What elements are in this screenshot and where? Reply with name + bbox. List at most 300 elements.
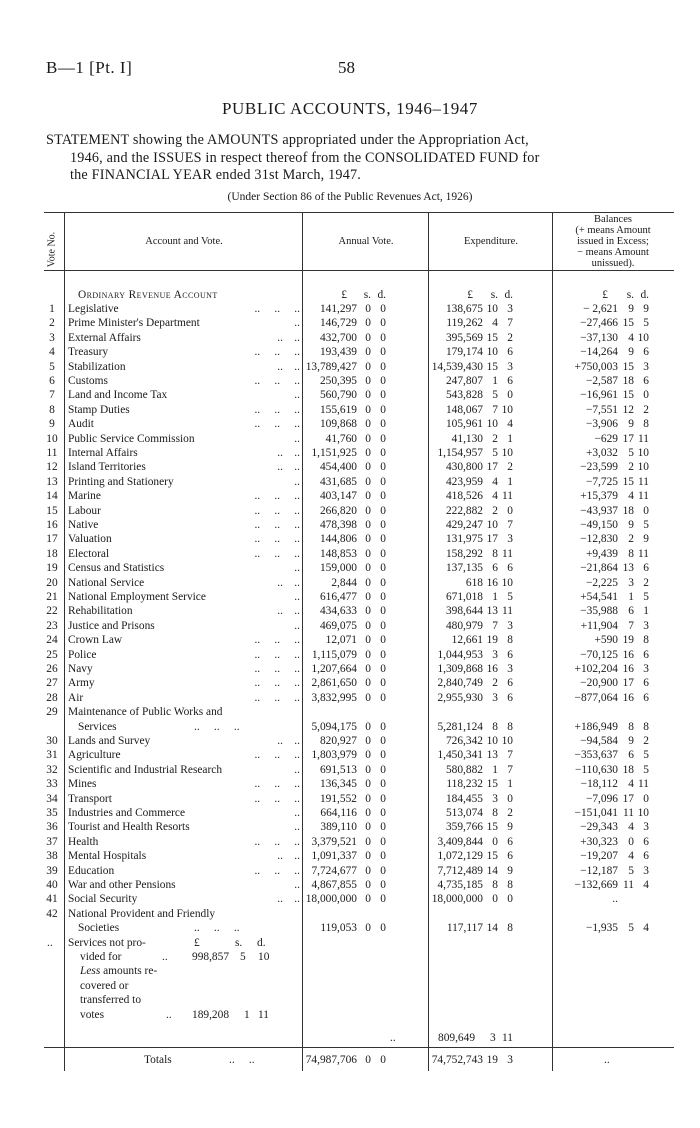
expenditure-shillings: 8: [492, 807, 498, 819]
leader-dots: .. .. ..: [254, 504, 300, 517]
annual-vote-pence: 0: [380, 389, 386, 402]
annual-vote-pounds: 560,790: [319, 389, 357, 402]
expenditure-pence: 6: [507, 648, 513, 661]
annual-vote-shillings: 0: [365, 562, 371, 575]
annual-vote-pounds: 41,760: [325, 432, 357, 445]
annual-vote-pounds: 155,619: [319, 403, 357, 416]
expenditure-shillings: 13: [486, 605, 498, 618]
expenditure-pence: 0: [507, 504, 513, 517]
expenditure-pounds: 41,130: [451, 432, 483, 445]
expenditure-shillings: 19: [486, 634, 498, 647]
annual-vote-pounds: 3,379,521: [311, 835, 357, 848]
expenditure-shillings: 8: [492, 547, 498, 560]
annual-vote-pence: 0: [380, 763, 386, 776]
balance-pence: 11: [638, 547, 649, 560]
expenditure-shillings: 3: [492, 792, 498, 805]
account-name: Transport: [68, 792, 112, 805]
balance-pounds: +102,204: [574, 663, 618, 675]
annual-vote-shillings: 0: [365, 864, 371, 877]
expenditure-pounds: 14,539,430: [431, 360, 483, 373]
expenditure-pounds: 247,807: [445, 375, 483, 387]
balance-pence: 10: [637, 447, 649, 459]
services-shillings: 5: [240, 951, 246, 963]
balance-pounds: −16,961: [580, 389, 618, 402]
services-pence: 10: [258, 951, 270, 963]
table-row: [44, 388, 674, 402]
balance-pence: 0: [643, 792, 649, 805]
balance-pounds: −7,725: [585, 475, 618, 488]
annual-vote-pounds: 109,868: [319, 418, 357, 431]
less-line-1: Less amounts re-: [80, 965, 158, 978]
vote-number: 8: [49, 403, 55, 416]
expenditure-pounds: 395,569: [445, 331, 483, 344]
expenditure-pence: 2: [507, 807, 513, 819]
expenditure-pounds: 423,959: [445, 475, 483, 488]
expenditure-shillings: 15: [486, 331, 498, 344]
balance-pounds: −2,587: [585, 375, 618, 387]
vote-number: 38: [46, 850, 58, 863]
balance-shillings: 9: [628, 735, 634, 747]
table-row: [44, 748, 674, 762]
balance-shillings: 12: [622, 403, 634, 416]
annual-vote-pounds: 191,552: [319, 792, 357, 805]
balance-shillings: 5: [628, 447, 634, 459]
vote-number: 36: [46, 821, 58, 834]
account-name: National Employment Service: [68, 591, 206, 603]
balance-pence: 1: [643, 605, 649, 618]
vote-number: 41: [46, 893, 58, 906]
account-name: Tourist and Health Resorts: [68, 821, 190, 834]
expenditure-pounds: 2,955,930: [437, 691, 483, 704]
leader-dots: ..: [294, 317, 300, 330]
expenditure-pounds: 429,247: [445, 519, 483, 531]
annual-vote-pence: 0: [380, 576, 386, 589]
balance-pounds: −23,599: [580, 461, 618, 474]
annual-vote-pounds: 469,075: [319, 619, 357, 632]
annual-vote-shillings: 0: [365, 447, 371, 459]
expenditure-shillings: 2: [492, 432, 498, 445]
annual-vote-shillings: 0: [365, 677, 371, 690]
expenditure-shillings: 10: [486, 303, 498, 315]
expenditure-pence: 1: [507, 475, 513, 488]
leader-dots: .. .. ..: [254, 663, 300, 675]
totals-label: Totals: [144, 1053, 172, 1066]
annual-vote-pence: 0: [380, 835, 386, 848]
annual-vote-pounds: 403,147: [319, 490, 357, 503]
expenditure-pounds: 18,000,000: [431, 893, 483, 906]
table-top-rule: [44, 212, 674, 213]
balances-header-line: (+ means Amount: [575, 225, 651, 236]
vote-number: 39: [46, 864, 58, 877]
balance-pounds: −49,150: [580, 519, 618, 531]
totals-balance: ..: [604, 1053, 610, 1066]
balance-shillings: 7: [628, 619, 634, 632]
balance-pounds: +186,949: [574, 720, 618, 733]
expenditure-pence: 7: [507, 519, 513, 531]
services-expenditure-shillings: 3: [490, 1031, 496, 1044]
balance-shillings: 17: [622, 432, 634, 445]
balance-pence: 8: [643, 418, 649, 431]
leader-dots: ..: [162, 951, 168, 963]
annual-vote-pence: 0: [380, 893, 386, 906]
vote-number: 24: [46, 634, 58, 647]
balance-pounds: +9,439: [585, 547, 618, 560]
balance-pence: 3: [643, 821, 649, 834]
account-name: Agriculture: [68, 749, 121, 762]
balance-shillings: 8: [628, 720, 634, 733]
annual-vote-shillings: 0: [365, 821, 371, 834]
balance-pounds: −29,343: [580, 821, 618, 834]
balance-shillings: 17: [622, 792, 634, 805]
annual-vote-pounds: 389,110: [320, 821, 357, 834]
balance-shillings: 16: [622, 648, 634, 661]
expenditure-pounds: 105,961: [445, 418, 483, 431]
annual-vote-pence: 0: [380, 879, 386, 891]
annual-vote-shillings: 0: [365, 360, 371, 373]
vote-number: 34: [46, 792, 58, 805]
annual-vote-pence: 0: [380, 677, 386, 690]
leader-dots: .. ..: [277, 893, 300, 906]
annual-vote-pounds: 1,151,925: [311, 447, 357, 459]
expenditure-pounds: 543,828: [445, 389, 483, 402]
expenditure-pounds: 7,712,489: [437, 864, 483, 877]
expenditure-pounds: 1,044,953: [437, 648, 483, 661]
expenditure-pence: 5: [507, 591, 513, 603]
annual-vote-pounds: 454,400: [319, 461, 357, 474]
balance-pounds: +3,032: [585, 447, 618, 459]
balance-pounds: −14,264: [580, 346, 618, 359]
document-reference: B—1 [Pt. I]: [46, 58, 133, 77]
expenditure-shillings: 10: [486, 519, 498, 531]
balance-pence: 9: [643, 303, 649, 315]
header-rule: [44, 270, 674, 271]
annual-vote-pounds: 266,820: [319, 504, 357, 517]
expenditure-pence: 9: [507, 821, 513, 834]
vote-number: 40: [46, 879, 58, 891]
annual-vote-shillings: 0: [365, 533, 371, 546]
balance-shillings: 1: [628, 591, 634, 603]
vote-number: 21: [46, 591, 58, 603]
balance-pence: 6: [643, 562, 649, 575]
balance-pence: 5: [643, 519, 649, 531]
balance-shillings: 5: [628, 922, 634, 935]
expenditure-pounds: 184,455: [445, 792, 483, 805]
balance-shillings: 4: [628, 821, 634, 834]
expenditure-pounds: 137,135: [445, 562, 483, 575]
balance-pence: 6: [643, 691, 649, 704]
annual-vote-pounds: 136,345: [319, 778, 357, 791]
balance-pence: 4: [643, 922, 649, 935]
expenditure-pounds: 1,450,341: [437, 749, 483, 762]
statement-line-3: the FINANCIAL YEAR ended 31st March, 1947.: [70, 167, 362, 183]
balance-pounds: −12,830: [580, 533, 618, 546]
vote-number: 35: [46, 807, 58, 819]
balance-pounds: −18,112: [580, 778, 618, 791]
annual-vote-pounds: 1,091,337: [311, 850, 357, 863]
account-name: Army: [68, 677, 95, 690]
annual-vote-pence: 0: [380, 519, 386, 531]
balances-header-line: − means Amount: [577, 247, 649, 258]
balance-pounds: −110,630: [574, 763, 618, 776]
balance-shillings: 9: [628, 418, 634, 431]
annual-vote-pounds: 478,398: [319, 519, 357, 531]
annual-vote-pounds: 691,513: [319, 763, 357, 776]
expenditure-pounds: 480,979: [445, 619, 483, 632]
table-row: [44, 619, 674, 633]
table-row: [44, 763, 674, 777]
vote-number: 42: [46, 907, 58, 920]
balance-shillings: 17: [622, 677, 634, 690]
balance-pence: 11: [638, 475, 649, 488]
vote-number: 3: [49, 331, 55, 344]
account-name: National Service: [68, 576, 145, 589]
table-row: [44, 374, 674, 388]
subtitle: (Under Section 86 of the Public Revenues Act, 1926): [227, 191, 473, 203]
expenditure-pence: 10: [501, 403, 513, 416]
vote-number: 5: [49, 360, 55, 373]
balance-pounds: −7,096: [585, 792, 618, 805]
annual-vote-pence: 0: [380, 547, 386, 560]
account-name-continued: Societies: [78, 922, 120, 935]
annual-vote-pence: 0: [380, 619, 386, 632]
expenditure-pence: 6: [507, 850, 513, 863]
balance-pence: 10: [637, 461, 649, 474]
annual-vote-pence: 0: [380, 461, 386, 474]
annual-vote-shillings: 0: [365, 490, 371, 503]
annual-vote-pence: 0: [380, 850, 386, 863]
units-row: [44, 288, 674, 302]
annual-vote-shillings: 0: [365, 346, 371, 359]
table-row: [44, 892, 674, 906]
expenditure-pence: 11: [502, 547, 513, 560]
totals-annual-pounds: 74,987,706: [305, 1053, 357, 1066]
services-expenditure-pence: 11: [502, 1031, 513, 1044]
expenditure-pence: 3: [507, 619, 513, 632]
annual-vote-pounds: 141,297: [319, 303, 357, 315]
balance-pounds: −2,225: [585, 576, 618, 589]
expenditure-pounds: 1,309,868: [437, 663, 483, 675]
leader-dots: .. ..: [277, 605, 300, 618]
vote-number: 2: [49, 317, 55, 330]
services-annual-vote: ..: [390, 1031, 396, 1044]
expenditure-pounds: 179,174: [445, 346, 483, 359]
leader-dots: .. .. ..: [254, 749, 300, 762]
vote-number: 23: [46, 619, 58, 632]
vote-number: 7: [49, 389, 55, 402]
expenditure-shillings: 10: [486, 418, 498, 431]
account-name: Census and Statistics: [68, 562, 165, 575]
vote-number: 33: [46, 778, 58, 791]
balance-pounds: −27,466: [580, 317, 618, 330]
section-heading: Ordinary Revenue Account: [78, 289, 218, 301]
table-row: [44, 590, 674, 604]
expenditure-shillings: 4: [492, 475, 498, 488]
annual-vote-pounds: 1,207,664: [311, 663, 357, 675]
balance-shillings: 0: [628, 835, 634, 848]
expenditure-pounds: 3,409,844: [437, 835, 483, 848]
vote-no-header: Vote No.: [46, 231, 58, 268]
balance-pence: 3: [643, 619, 649, 632]
annual-vote-shillings: 0: [365, 922, 371, 935]
leader-dots: .. .. ..: [254, 375, 300, 387]
account-name: Stabilization: [68, 360, 126, 373]
vote-number: 30: [46, 735, 58, 747]
less-amount: 189,208: [192, 1008, 230, 1021]
annual-vote-shillings: 0: [365, 475, 371, 488]
unit-pence: d.: [640, 289, 649, 301]
annual-vote-pounds: 250,395: [319, 375, 357, 387]
annual-vote-pounds: 4,867,855: [311, 879, 357, 891]
leader-dots: .. .. ..: [254, 677, 300, 690]
balance-shillings: 16: [622, 663, 634, 675]
vote-number: 15: [46, 504, 58, 517]
account-name: Land and Income Tax: [68, 389, 168, 402]
vote-number: 20: [46, 576, 58, 589]
table-row: [44, 345, 674, 359]
expenditure-shillings: 15: [486, 778, 498, 791]
vote-number: 16: [46, 519, 58, 531]
annual-vote-pence: 0: [380, 303, 386, 315]
vote-number: 18: [46, 547, 58, 560]
account-name: Electoral: [68, 547, 110, 560]
balance-shillings: 8: [628, 547, 634, 560]
unit-pounds: £: [341, 289, 347, 301]
table-row: [44, 532, 674, 546]
annual-vote-pounds: 148,853: [319, 547, 357, 560]
balance-pounds: −35,988: [580, 605, 618, 618]
expenditure-pounds: 119,262: [446, 317, 483, 330]
account-name: Social Security: [68, 893, 138, 906]
expenditure-shillings: 2: [492, 504, 498, 517]
account-name-continued: Services: [78, 720, 117, 733]
expenditure-pounds: 513,074: [445, 807, 483, 819]
balance-pence: 2: [643, 735, 649, 747]
annual-vote-pence: 0: [380, 605, 386, 618]
balance-shillings: 9: [628, 519, 634, 531]
unit-pence: d.: [377, 289, 386, 301]
balance-pence: 8: [643, 720, 649, 733]
expenditure-shillings: 3: [492, 691, 498, 704]
balance-shillings: 9: [628, 303, 634, 315]
leader-dots: .. ..: [277, 461, 300, 474]
annual-vote-shillings: 0: [365, 634, 371, 647]
annual-vote-pounds: 119,053: [320, 922, 357, 935]
balance-shillings: 16: [622, 691, 634, 704]
expenditure-shillings: 7: [492, 403, 498, 416]
balance-shillings: 15: [622, 360, 634, 373]
leader-dots: .. ..: [277, 850, 300, 863]
account-name: Island Territories: [68, 461, 146, 474]
page-title: PUBLIC ACCOUNTS, 1946–1947: [222, 99, 478, 118]
balance-pounds: −132,669: [574, 879, 618, 891]
balance-pence: 6: [643, 850, 649, 863]
annual-vote-pounds: 434,633: [319, 605, 357, 618]
table-row: [44, 907, 674, 936]
account-name: Audit: [68, 418, 94, 431]
annual-vote-pounds: 159,000: [319, 562, 357, 575]
unit-shillings: s.: [490, 289, 498, 301]
expenditure-shillings: 5: [492, 389, 498, 402]
expenditure-shillings: 17: [486, 461, 498, 474]
expenditure-pence: 6: [507, 677, 513, 690]
annual-vote-pounds: 146,729: [319, 317, 357, 330]
unit-shillings: s.: [626, 289, 634, 301]
annual-vote-pounds: 3,832,995: [311, 691, 357, 704]
table-row: [44, 432, 674, 446]
expenditure-pence: 0: [507, 792, 513, 805]
expenditure-pence: 2: [507, 461, 513, 474]
leader-dots: .. ..: [277, 447, 300, 459]
expenditure-pounds: 671,018: [445, 591, 483, 603]
annual-vote-shillings: 0: [365, 303, 371, 315]
expenditure-pence: 4: [507, 418, 513, 431]
vote-number: 28: [46, 691, 58, 704]
annual-vote-shillings: 0: [365, 432, 371, 445]
expenditure-pounds: 430,800: [445, 461, 483, 474]
vote-number: 6: [49, 375, 55, 387]
annual-vote-pence: 0: [380, 447, 386, 459]
unit-pounds: £: [602, 289, 608, 301]
expenditure-pounds: 1,154,957: [437, 447, 483, 459]
balance-shillings: 9: [628, 346, 634, 359]
expenditure-pounds: 117,117: [446, 922, 483, 935]
expenditure-shillings: 8: [492, 720, 498, 733]
vote-number: 9: [49, 418, 55, 431]
expenditure-pence: 3: [507, 303, 513, 315]
annual-vote-pence: 0: [380, 562, 386, 575]
annual-vote-pence: 0: [380, 663, 386, 675]
expenditure-shillings: 5: [492, 447, 498, 459]
balance-pounds: −20,900: [580, 677, 618, 690]
balance-pounds: +54,541: [580, 591, 618, 603]
expenditure-pence: 6: [507, 562, 513, 575]
vote-number: 17: [46, 533, 58, 546]
leader-dots: .. .. ..: [254, 691, 300, 704]
balance-shillings: 19: [622, 634, 634, 647]
expenditure-pounds: 12,661: [451, 634, 483, 647]
table-row: [44, 820, 674, 834]
annual-vote-shillings: 0: [365, 389, 371, 402]
vote-number: 1: [49, 303, 55, 315]
balance-pounds: +15,379: [580, 490, 618, 503]
table-row: [44, 662, 674, 676]
balance-pounds: ..: [612, 893, 618, 906]
expenditure-shillings: 3: [492, 648, 498, 661]
services-pence-unit: d.: [257, 936, 266, 949]
expenditure-pounds: 222,882: [445, 504, 483, 517]
balance-pounds: −21,864: [580, 562, 618, 575]
expenditure-shillings: 17: [486, 533, 498, 546]
balance-pounds: − 2,621: [583, 303, 618, 315]
leader-dots: .. ..: [277, 735, 300, 747]
expenditure-shillings: 16: [486, 576, 498, 589]
account-name: Marine: [68, 490, 101, 503]
balance-shillings: 18: [622, 763, 634, 776]
expenditure-pence: 7: [507, 317, 513, 330]
account-name: War and other Pensions: [68, 879, 176, 891]
annual-vote-pence: 0: [380, 591, 386, 603]
annual-vote-shillings: 0: [365, 663, 371, 675]
table-row: [44, 489, 674, 503]
leader-dots: .. .. ..: [194, 720, 240, 733]
expenditure-pounds: 726,342: [445, 735, 483, 747]
leader-dots: ..: [294, 389, 300, 402]
statement-line-2: 1946, and the ISSUES in respect thereof from the CONSOLIDATED FUND for: [70, 149, 540, 166]
balance-pence: 3: [643, 360, 649, 373]
expenditure-pence: 8: [507, 634, 513, 647]
expenditure-shillings: 15: [486, 821, 498, 834]
expenditure-shillings: 4: [492, 490, 498, 503]
